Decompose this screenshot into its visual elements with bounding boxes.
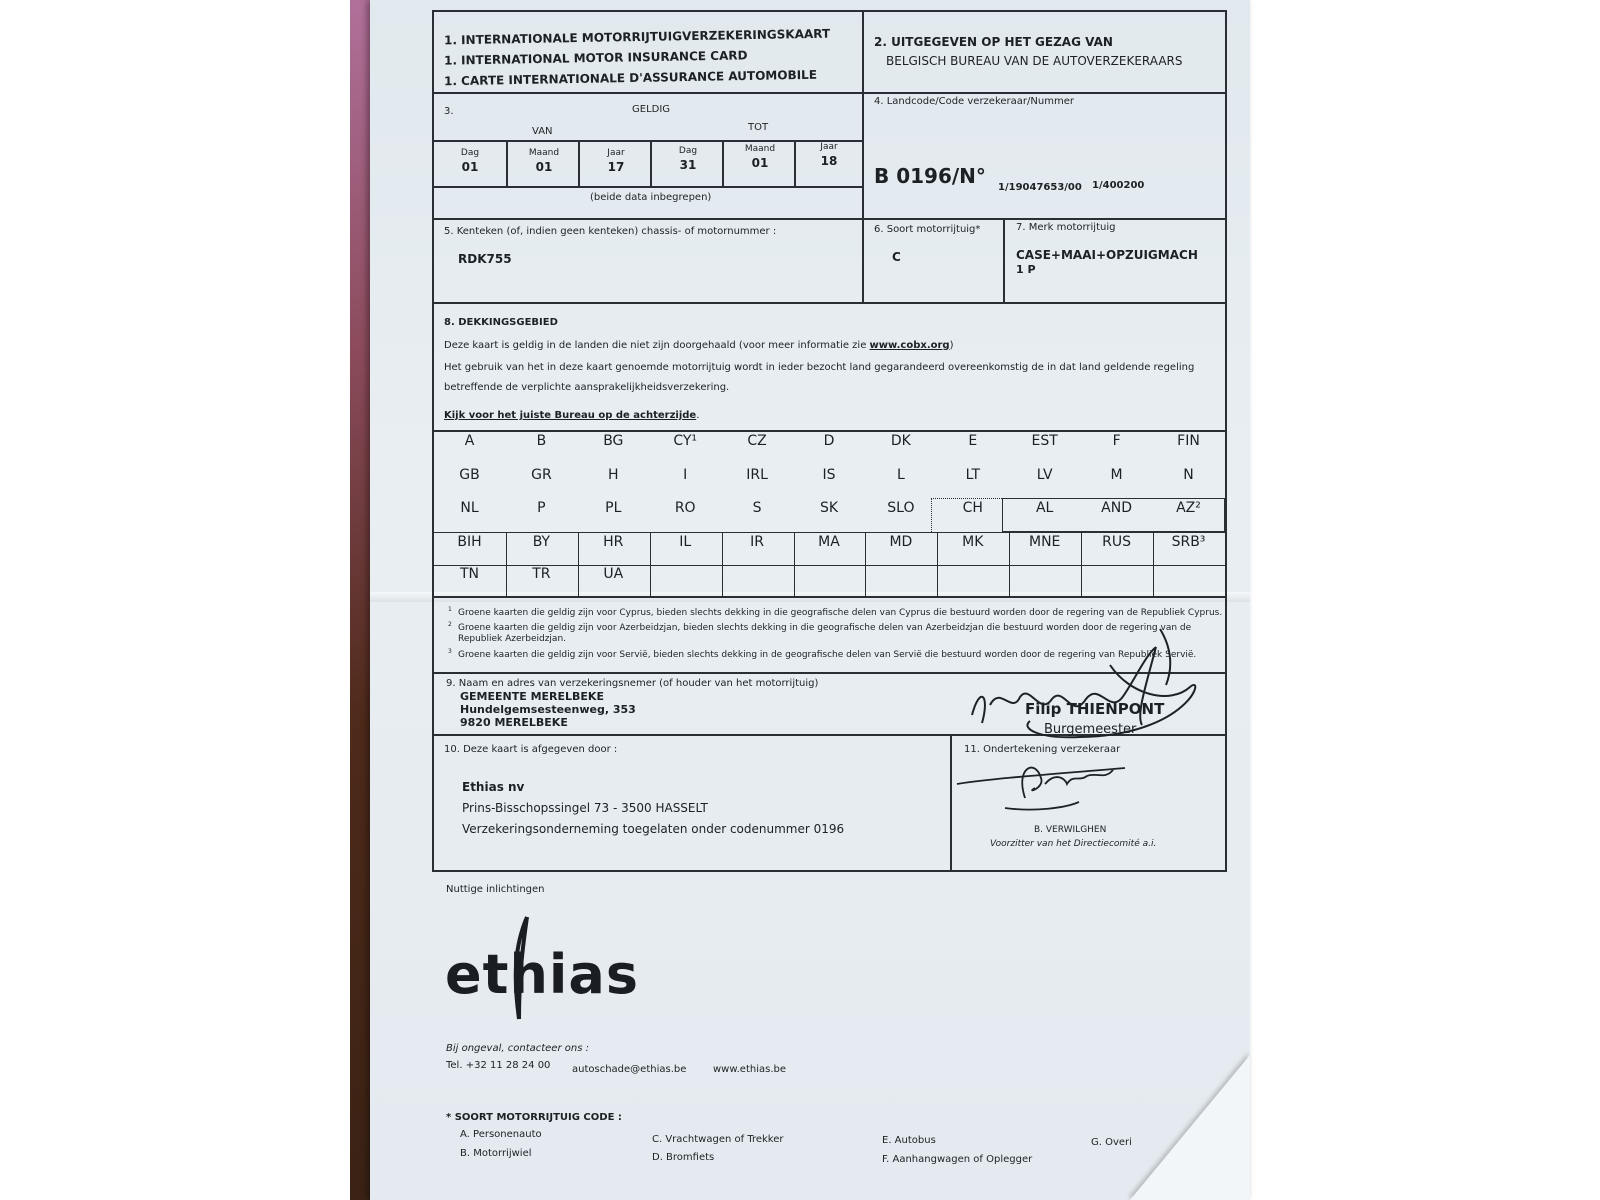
rule [432, 596, 1227, 598]
insurer-sign-title: Voorzitter van het Directiecomité a.i. [990, 839, 1157, 849]
country-code: LV [1036, 467, 1053, 483]
grid-rule [1081, 532, 1082, 596]
country-code: IRL [746, 467, 768, 483]
country-code: TR [532, 566, 551, 582]
country-code: BG [603, 433, 624, 449]
contact-web[interactable]: www.ethias.be [713, 1064, 787, 1075]
country-code: GR [531, 467, 552, 483]
ethias-logo: ethias [445, 943, 639, 1006]
country-code: H [608, 467, 619, 483]
grid-rule [1153, 532, 1154, 596]
grid-rule [865, 532, 866, 596]
vehicle-make-label: 7. Merk motorrijtuig [1016, 222, 1116, 233]
registration-value: RDK755 [458, 252, 512, 266]
insurer-code: B 0196/N° [874, 164, 986, 188]
ethias-quill-icon [505, 915, 535, 1025]
insurer-sign-name: B. VERWILGHEN [1034, 825, 1107, 835]
country-code: N [1183, 467, 1194, 483]
country-code: BIH [457, 534, 482, 550]
code-g: G. Overi [1091, 1137, 1132, 1148]
coverage-line-1-end: ) [949, 340, 954, 351]
validity-num: 3. [444, 106, 454, 117]
country-code: M [1110, 467, 1123, 483]
issuer-license: Verzekeringsonderneming toegelaten onder codenummer 0196 [462, 822, 845, 836]
holder-street: Hundelgemsesteenweg, 353 [460, 703, 636, 716]
country-code: B [536, 433, 547, 449]
validity-note: (beide data inbegrepen) [590, 192, 712, 203]
country-code: IL [679, 534, 692, 550]
country-code: HR [603, 534, 624, 550]
to-year: 18 [820, 154, 838, 168]
validity-to: TOT [748, 122, 769, 133]
rule [432, 186, 864, 188]
country-code: F [1112, 433, 1121, 449]
to-year-label: Jaar [820, 142, 838, 152]
rule [432, 302, 1227, 304]
validity-label: GELDIG [632, 104, 671, 115]
to-day-label: Dag [678, 146, 698, 156]
code-d: D. Bromfiets [652, 1152, 715, 1163]
vehicle-make-value: CASE+MAAI+OPZUIGMACH [1016, 248, 1198, 262]
grid-rule [506, 532, 507, 596]
useful-info: Nuttige inlichtingen [446, 884, 545, 895]
country-code: PL [605, 500, 622, 516]
country-code: AZ² [1176, 500, 1201, 516]
country-code: SRB³ [1171, 534, 1206, 550]
code-e: E. Autobus [882, 1135, 936, 1146]
country-code: IS [822, 467, 836, 483]
coverage-line-1 [444, 340, 954, 351]
from-year-label: Jaar [607, 148, 625, 158]
country-code: MD [889, 534, 913, 550]
code-f: F. Aanhangwagen of Oplegger [882, 1154, 1033, 1165]
rule [432, 92, 1227, 94]
issued-label: 2. UITGEGEVEN OP HET GEZAG VAN [874, 35, 1113, 49]
country-code: MA [818, 534, 840, 550]
vehicle-type-label: 6. Soort motorrijtuig* [874, 224, 981, 235]
code-b: B. Motorrijwiel [460, 1148, 532, 1159]
title-en: 1. INTERNATIONAL MOTOR INSURANCE CARD [443, 48, 748, 68]
country-code: EST [1031, 433, 1058, 449]
country-code: AND [1101, 500, 1133, 516]
country-code: MNE [1028, 534, 1061, 550]
to-day: 31 [679, 158, 697, 172]
country-code: AL [1035, 500, 1054, 516]
grid-box-al [1002, 498, 1225, 532]
title-nl: 1. INTERNATIONALE MOTORRIJTUIGVERZEKERINGSKAART [443, 26, 831, 48]
insurer-number-2: 1/400200 [1092, 180, 1145, 191]
validity-from: VAN [532, 126, 553, 137]
grid-rule [794, 532, 795, 596]
registration-label: 5. Kenteken (of, indien geen kenteken) chassis- of motornummer : [444, 226, 777, 237]
holder-city: 9820 MERELBEKE [460, 716, 568, 729]
grid-rule [650, 532, 651, 596]
country-code: DK [890, 433, 911, 449]
title-fr: 1. CARTE INTERNATIONALE D'ASSURANCE AUTOMOBILE [443, 67, 818, 89]
grid-rule [722, 532, 723, 596]
holder-signature [960, 625, 1210, 750]
holder-name: GEMEENTE MERELBEKE [460, 690, 604, 703]
footnote-1: Groene kaarten die geldig zijn voor Cyprus, bieden slechts dekking in die geografische delen van Cyprus die bestuurd worden door de regering van de Republiek Cyprus. [458, 608, 1223, 618]
rule [950, 734, 952, 872]
country-code: UA [603, 566, 624, 582]
country-code: CY¹ [673, 433, 698, 449]
footnote-3: Groene kaarten die geldig zijn voor Servië, bieden slechts dekking in de geografische delen van Servië die bestuurd worden door de regering van Republiek Servië. [458, 650, 1197, 660]
country-code: IR [750, 534, 765, 550]
grid-rule [432, 565, 1227, 566]
country-code: FIN [1177, 433, 1200, 449]
vehicle-make-value-2: 1 P [1016, 263, 1036, 276]
grid-rule [432, 532, 1227, 533]
code-c: C. Vrachtwagen of Trekker [652, 1134, 784, 1145]
country-code: RUS [1102, 534, 1132, 550]
country-code: LT [965, 467, 981, 483]
insurer-sign-label: 11. Ondertekening verzekeraar [964, 744, 1121, 755]
rule [1003, 218, 1005, 302]
insurer-signature [955, 748, 1135, 823]
country-code: MK [962, 534, 984, 550]
coverage-line-3: betreffende de verplichte aansprakelijkheidsverzekering. [444, 382, 730, 393]
grid-rule [578, 532, 579, 596]
issued-by: BELGISCH BUREAU VAN DE AUTOVERZEKERAARS [886, 54, 1183, 68]
footnote-2b: Republiek Azerbeidzjan. [458, 634, 567, 644]
country-code: SK [819, 500, 839, 516]
country-code: I [683, 467, 688, 483]
to-month: 01 [751, 156, 769, 170]
footnote-mark-3: 3 [448, 648, 452, 655]
bureau-back-link: Kijk voor het juiste Bureau op de achterzijde [444, 410, 697, 421]
to-month-label: Maand [744, 144, 776, 154]
footnote-mark-1: 1 [448, 606, 452, 613]
coverage-line-4-end: . [696, 410, 700, 421]
code-a: A. Personenauto [460, 1129, 542, 1140]
rule [862, 10, 864, 302]
folded-corner [1130, 1055, 1250, 1200]
insurer-number-1: 1/19047653/00 [998, 182, 1082, 193]
country-code: S [752, 500, 762, 516]
from-year: 17 [607, 160, 625, 174]
issuer-name: Ethias nv [462, 780, 525, 794]
country-code: L [896, 467, 905, 483]
holder-signatory-title: Burgemeester [1044, 722, 1137, 737]
vehicle-codes-label: * SOORT MOTORRIJTUIG CODE : [446, 1112, 622, 1123]
country-code: CZ [747, 433, 767, 449]
footnote-2a: Groene kaarten die geldig zijn voor Azerbeidzjan, bieden slechts dekking in die geografische delen van Azerbeidzjan die bestuurd worden door de regering van de [458, 623, 1192, 633]
country-code: A [464, 433, 475, 449]
contact-label: Bij ongeval, contacteer ons : [446, 1043, 589, 1054]
country-code: E [968, 433, 978, 449]
from-day: 01 [461, 160, 479, 174]
coverage-line-2: Het gebruik van het in deze kaart genoemde motorrijtuig wordt in ieder bezocht land gegarandeerd overeenkomstig de in dat land geldende regeling [444, 362, 1195, 373]
country-code: TN [459, 566, 480, 582]
issuer-address: Prins-Bisschopssingel 73 - 3500 HASSELT [462, 801, 708, 815]
country-code: NL [460, 500, 479, 516]
cobx-link[interactable]: www.cobx.org [869, 340, 950, 351]
grid-box-ch [931, 498, 1002, 532]
country-code: P [537, 500, 546, 516]
coverage-line-1-text: Deze kaart is geldig in de landen die niet zijn doorgehaald (voor meer informatie zie [444, 340, 870, 351]
rule [432, 430, 1227, 432]
grid-rule [937, 532, 938, 596]
coverage-line-4 [444, 410, 699, 421]
from-month: 01 [535, 160, 553, 174]
footnote-mark-2: 2 [448, 621, 452, 628]
holder-label: 9. Naam en adres van verzekeringsnemer (of houder van het motorrijtuig) [446, 678, 819, 689]
contact-email[interactable]: autoschade@ethias.be [572, 1064, 687, 1075]
rule [432, 218, 1227, 220]
country-code: D [823, 433, 835, 449]
country-code: CH [962, 500, 983, 516]
holder-signatory: Filip THIENPONT [1025, 700, 1165, 718]
country-code: BY [532, 534, 551, 550]
coverage-title: 8. DEKKINGSGEBIED [444, 317, 558, 328]
contact-tel: Tel. +32 11 28 24 00 [446, 1060, 551, 1071]
insurer-code-label: 4. Landcode/Code verzekeraar/Nummer [874, 96, 1074, 107]
country-code: GB [459, 467, 480, 483]
country-code: SLO [887, 500, 915, 516]
country-code: RO [674, 500, 696, 516]
from-month-label: Maand [528, 148, 560, 158]
issuer-label: 10. Deze kaart is afgegeven door : [444, 744, 618, 755]
grid-rule [1009, 532, 1010, 596]
vehicle-type-value: C [892, 250, 901, 264]
from-day-label: Dag [460, 148, 480, 158]
